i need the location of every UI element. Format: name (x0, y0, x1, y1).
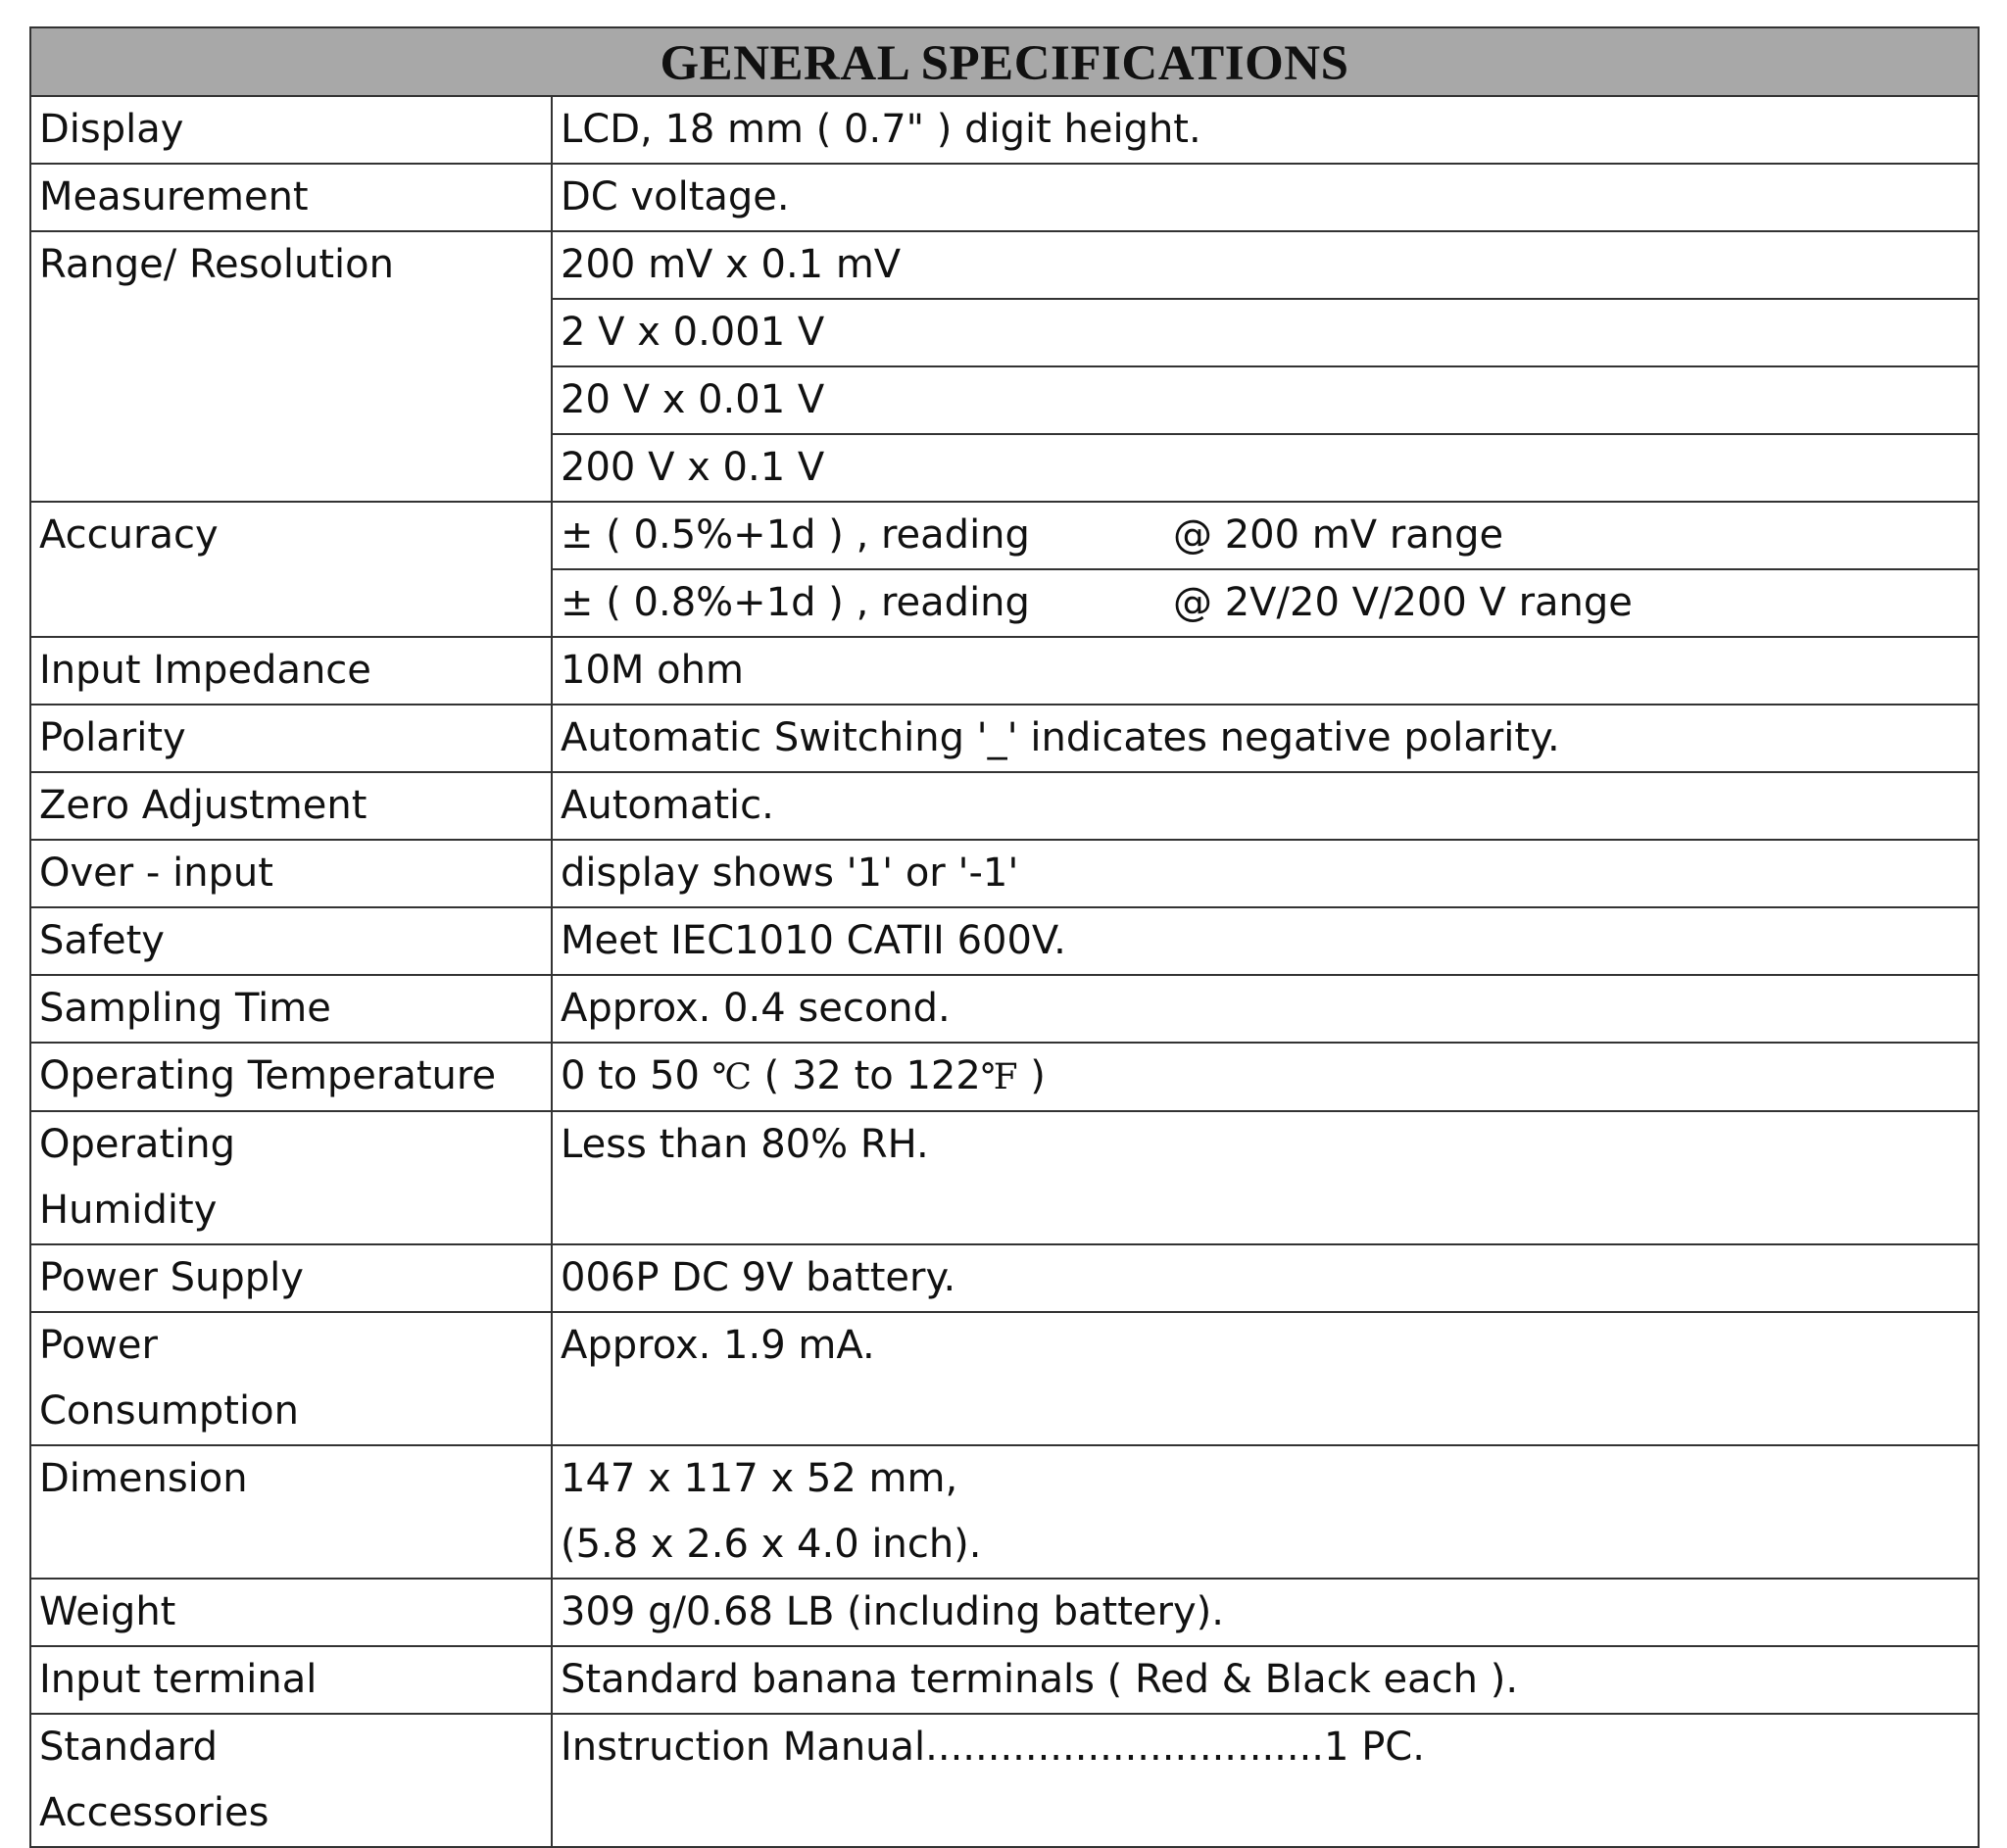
spec-row-zero-adjustment (30, 772, 1979, 840)
spec-label: Accuracy (30, 502, 552, 637)
spec-row-weight (30, 1579, 1979, 1646)
spec-label-line: Standard (39, 1725, 218, 1770)
fahrenheit-symbol: ℉ (980, 1057, 1018, 1097)
spec-value: Instruction Manual................................1 PC. (552, 1714, 1979, 1847)
spec-label-line: Operating (39, 1122, 235, 1167)
spec-value: DC voltage. (552, 164, 1979, 231)
spec-value: Standard banana terminals ( Red & Black each ). (552, 1646, 1979, 1714)
spec-label: Display (30, 96, 552, 164)
spec-row-power-consumption (30, 1312, 1979, 1445)
spec-row-display (30, 96, 1979, 164)
spec-row-measurement (30, 164, 1979, 231)
spec-label: Weight (30, 1579, 552, 1646)
spec-value: 006P DC 9V battery. (552, 1244, 1979, 1312)
spec-row-polarity (30, 705, 1979, 772)
spec-row-input-impedance (30, 637, 1979, 705)
spec-value: display shows '1' or '-1' (552, 840, 1979, 907)
spec-row-safety (30, 907, 1979, 975)
spec-value: 200 V x 0.1 V (552, 434, 1979, 502)
spec-value: 309 g/0.68 LB (including battery). (552, 1579, 1979, 1646)
spec-value: Automatic Switching '_' indicates negative polarity. (552, 705, 1979, 772)
spec-row-sampling-time (30, 975, 1979, 1043)
spec-label (30, 1111, 552, 1244)
spec-row-operating-humidity (30, 1111, 1979, 1244)
spec-label-line: Power (39, 1323, 158, 1368)
spec-label: Measurement (30, 164, 552, 231)
spec-value: 2 V x 0.001 V (552, 299, 1979, 366)
spec-label: Polarity (30, 705, 552, 772)
accuracy-reading: ± ( 0.5%+1d ) , reading (561, 512, 1030, 558)
spec-row-standard-accessories (30, 1714, 1979, 1847)
accuracy-line (552, 569, 1979, 637)
spec-value: LCD, 18 mm ( 0.7" ) digit height. (552, 96, 1979, 164)
spec-row-over-input (30, 840, 1979, 907)
spec-label: Zero Adjustment (30, 772, 552, 840)
spec-value: Automatic. (552, 772, 1979, 840)
spec-value: Approx. 1.9 mA. (552, 1312, 1979, 1445)
spec-value: 10M ohm (552, 637, 1979, 705)
spec-value: 20 V x 0.01 V (552, 366, 1979, 434)
spec-label-line: Consumption (39, 1388, 299, 1434)
spec-value (552, 1445, 1979, 1579)
spec-label-line: Accessories (39, 1790, 269, 1835)
celsius-symbol: ℃ (711, 1057, 752, 1097)
spec-label: Sampling Time (30, 975, 552, 1043)
spec-label-line: Humidity (39, 1188, 218, 1233)
spec-value-line: 147 x 117 x 52 mm, (561, 1456, 958, 1501)
spec-value: Meet IEC1010 CATII 600V. (552, 907, 1979, 975)
spec-row-range-resolution (30, 231, 1979, 299)
spec-value (552, 1043, 1979, 1111)
spec-value-line: (5.8 x 2.6 x 4.0 inch). (561, 1522, 982, 1567)
spec-label: Power Supply (30, 1244, 552, 1312)
spec-value: Approx. 0.4 second. (552, 975, 1979, 1043)
temp-close-paren: ) (1017, 1053, 1046, 1098)
spec-label: Safety (30, 907, 552, 975)
accuracy-range: @ 2V/20 V/200 V range (1173, 580, 1633, 625)
spec-label (30, 1714, 552, 1847)
spec-label: Dimension (30, 1445, 552, 1579)
accuracy-reading: ± ( 0.8%+1d ) , reading (561, 580, 1030, 625)
spec-label: Operating Temperature (30, 1043, 552, 1111)
spec-row-dimension (30, 1445, 1979, 1579)
spec-label: Input Impedance (30, 637, 552, 705)
spec-label: Range/ Resolution (30, 231, 552, 502)
accuracy-line (552, 502, 1979, 569)
spec-row-accuracy (30, 502, 1979, 569)
temp-celsius-value: 0 to 50 (561, 1053, 712, 1098)
spec-value: 200 mV x 0.1 mV (552, 231, 1979, 299)
spec-value: Less than 80% RH. (552, 1111, 1979, 1244)
spec-row-input-terminal (30, 1646, 1979, 1714)
spec-label: Over - input (30, 840, 552, 907)
accuracy-range: @ 200 mV range (1173, 512, 1504, 558)
spec-label: Input terminal (30, 1646, 552, 1714)
temp-fahrenheit-value: ( 32 to 122 (751, 1053, 981, 1098)
general-specifications-table (29, 26, 1980, 1848)
spec-row-operating-temperature (30, 1043, 1979, 1111)
spec-row-power-supply (30, 1244, 1979, 1312)
spec-label (30, 1312, 552, 1445)
table-title: GENERAL SPECIFICATIONS (30, 27, 1979, 96)
